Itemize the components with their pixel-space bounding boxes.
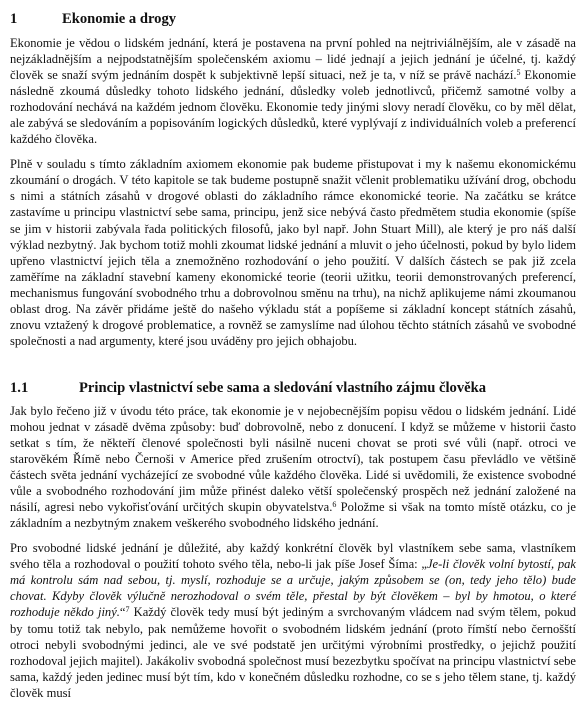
- section-heading: [10, 10, 576, 28]
- section-title: Ekonomie a drogy: [62, 11, 177, 27]
- paragraph-text: Ekonomie následně zkoumá důsledky tohoto lidského jednání, důsledky voleb jednotlivců, přičemž samotné volby a rozhodování nechává na každém jednom člověku. Ekonomie tedy jinými slovy neradí člověku, co by měl dělat, ale zabývá se sledováním a popisováním logických důsledků, které vyplývají z individuálních voleb a preferencí každého člověka.: [10, 68, 576, 147]
- paragraph: [10, 35, 576, 147]
- section-number: 1: [10, 11, 18, 27]
- paragraph-text: Jak bylo řečeno již v úvodu této práce, tak ekonomie je v nejobecnějším popisu vědou o lidském jednání. Lidé mohou jednat v zásadě dvěma způsoby: buď dobrovolně, nebo z donucení. I když se můžeme v historii často setkat s tím, že někteří členové společnosti byli násilně nuceni chovat se proti své vůli (např. otroci ve starověkém Římě nebo Černoši v Americe před zrušením otroctví), tak postupem času převládlo ve většině částech světa jednání vycházející ze svobodné vůle každého člověka. Lidé si uvědomili, že existence svobodné vůle a svobodného rozhodování jim může přinést daleko větší společenský prospěch než jednání založené na násilí, agresi nebo vykořisťování určitých skupin obyvatelstva.: [10, 403, 576, 515]
- paragraph-text: Položme si však na tomto místě otázku, co je základním a nezbytným znakem veškerého svobodného lidského jednání.: [10, 500, 576, 531]
- paragraph: [10, 156, 576, 349]
- subsection-heading: [10, 379, 576, 397]
- quote-mark: “: [119, 605, 126, 620]
- paragraph-text: Ekonomie je vědou o lidském jednání, která je postavena na první pohled na nejtriviálnějším, ale v zásadě na nejzákladnějším a nejpodstatnějším společenském axiomu – lidé jednají a jejich jednání je účelné, tj. každý člověk se snaží svým jednáním dospět k subjektivně lepší situaci, než je ta, v níž se právě nachází.: [10, 36, 576, 83]
- paragraph: [10, 403, 576, 531]
- footnote-ref[interactable]: 7: [125, 605, 130, 615]
- quotation: Je-li člověk volní bytostí, pak má kontrolu sám nad sebou, tj. myslí, rozhoduje se a určuje, jakým způsobem se (on, tedy jeho tělo) bude chovat. Kdyby člověk výlučně nerozhodoval o svém těle, přestal by být člověkem – byl by hmotou, o které rozhoduje někdo jiný.: [10, 557, 576, 620]
- footnote-ref[interactable]: 6: [332, 500, 337, 510]
- paragraph-text: Plně v souladu s tímto základním axiomem ekonomie pak budeme přistupovat i my k našemu ekonomickému zkoumání o drogách. V této kapitole se tak budeme postupně snažit včlenit problematiku užívání drog, obchodu s nimi a státních zásahů v drogové oblasti do základního rámce ekonomické teorie. Na začátku se krátce zastavíme u principu vlastnictví sebe sama, principu, jenž sice nebývá často předmětem studia ekonomie (spíše se jim v historii zabývala řada politických filosofů, jako byl např. John Stuart Mill), ale který je pro náš další výklad nezbytný. Jak bychom totiž mohli zkoumat lidské jednání a mluvit o jeho účelnosti, pokud by bylo lidem upřeno vlastnictví jejich těla a znemožněno rozhodování o jeho použití. V dalších částech se pak již zcela zaměříme na základní stavební kameny ekonomické teorie (teorii užitku, teorii demonstrovaných preferencí, mechanismus fungování svobodného trhu a dobrovolnou směnu na trhu), na nichž aplikujeme námi zkoumanou oblast drog. Na závěr přidáme ještě do našeho výkladu stát a popíšeme si základní koncept státních zásahů, znovu vztažený k drogové problematice, a rovněž se zamyslíme nad úlohou těchto státních zásahů ve svobodné společnosti a nad argumenty, které jsou uváděny pro jejich obhajobu.: [10, 157, 576, 348]
- paragraph: [10, 540, 576, 700]
- footnote-ref[interactable]: 5: [516, 68, 521, 78]
- subsection-title: Princip vlastnictví sebe sama a sledování vlastního zájmu člověka: [79, 379, 487, 396]
- subsection-number: 1.1: [10, 379, 29, 396]
- paragraph-text: Pro svobodné lidské jednání je důležité, aby každý konkrétní člověk byl vlastníkem sebe sama, vlastníkem svého těla a rozhodoval o použití tohoto svého těla, nebo-li jak píše Josef Šíma: „: [10, 541, 576, 572]
- paragraph-text: Každý člověk tedy musí být jediným a svrchovaným vládcem nad svým tělem, pokud by tomu totiž tak nebylo, pak nemůžeme hovořit o svobodném lidském jednání (proto římští nebo černošští otroci nebyli svobodnými jedinci, ale ve své podstatě jen určitými výrobními prostředky, o jejichž použití rozhodoval jejich majitel). Jakákoliv svobodná společnost musí bezezbytku spočívat na principu vlastnictví sebe sama, každý jeden jedinec musí být tím, kdo v konečném důsledku rozhodne, co se s jeho tělem stane, tj. každý člověk musí: [10, 605, 577, 700]
